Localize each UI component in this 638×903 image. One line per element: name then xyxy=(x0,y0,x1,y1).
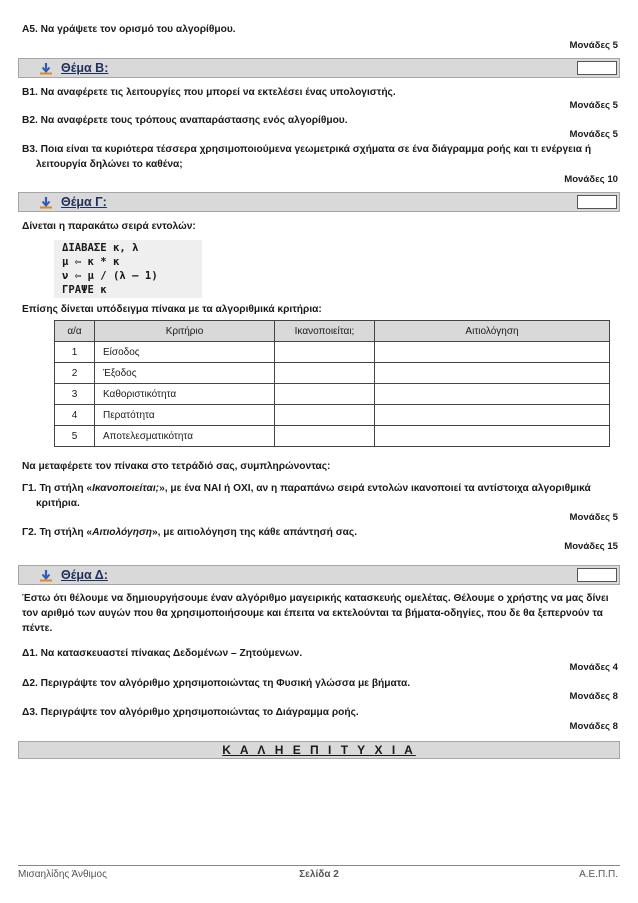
criterion-cell: Αποτελεσματικότητα xyxy=(95,426,275,447)
table-row xyxy=(55,363,610,384)
code-line-assign-mu: μ ⇦ κ * κ xyxy=(62,256,120,268)
question-g2: Γ2. Τη στήλη «Αιτιολόγηση», με αιτιολόγηση της κάθε απάντησή σας. xyxy=(22,527,358,538)
footer-divider xyxy=(18,865,620,866)
table-row xyxy=(55,384,610,405)
question-b1: Β1. Να αναφέρετε τις λειτουργίες που μπορεί να εκτελέσει ένας υπολογιστής. xyxy=(22,87,396,98)
satisfied-cell xyxy=(275,363,375,384)
italic-column-name: Αιτιολόγηση xyxy=(92,527,152,538)
units-b3: Μονάδες 10 xyxy=(564,174,618,185)
question-b2: Β2. Να αναφέρετε τους τρόπους αναπαράστασης ενός αλγορίθμου. xyxy=(22,115,348,126)
units-b1: Μονάδες 5 xyxy=(569,100,618,111)
criterion-cell: Είσοδος xyxy=(95,342,275,363)
arrow-bullet-icon xyxy=(39,196,53,209)
code-line: ΔΙΑΒΑΣΕ κ, λ xyxy=(62,242,139,254)
section-header-g xyxy=(18,192,620,212)
units-d1: Μονάδες 4 xyxy=(569,662,618,673)
justification-cell xyxy=(375,363,610,384)
column-header: Αιτιολόγηση xyxy=(375,321,610,342)
satisfied-cell xyxy=(275,426,375,447)
arrow-bullet-icon xyxy=(39,62,53,75)
question-d3: Δ3. Περιγράψτε τον αλγόριθμο χρησιμοποιώντας το Διάγραμμα ροής. xyxy=(22,707,359,718)
section-title-b: Θέμα Β: xyxy=(61,61,109,75)
code-block xyxy=(54,240,202,298)
footer-page-number: Σελίδα 2 xyxy=(299,869,339,880)
justification-cell xyxy=(375,342,610,363)
satisfied-cell xyxy=(275,384,375,405)
units-b2: Μονάδες 5 xyxy=(569,129,618,140)
table-row xyxy=(55,405,610,426)
transfer-instruction: Να μεταφέρετε τον πίνακα στο τετράδιό σας, συμπληρώνοντας: xyxy=(22,461,331,472)
units-d3: Μονάδες 8 xyxy=(569,721,618,732)
column-header: Ικανοποιείται; xyxy=(275,321,375,342)
score-box-g xyxy=(577,195,617,209)
criteria-table xyxy=(54,320,610,447)
italic-column-name: Ικανοποιείται; xyxy=(92,483,160,494)
units-g1: Μονάδες 5 xyxy=(569,512,618,523)
score-box-b xyxy=(577,61,617,75)
question-g1: Γ1. Τη στήλη «Ικανοποιείται;», με ένα ΝΑΙ ή ΟΧΙ, αν η παραπάνω σειρά εντολών ικανοποιεί τα αντίστοιχα αλγοριθμικά κριτήρια. xyxy=(22,483,591,509)
question-d2: Δ2. Περιγράψτε τον αλγόριθμο χρησιμοποιώντας τη Φυσική γλώσσα με βήματα. xyxy=(22,678,411,689)
code-line: ΓΡΑΨΕ κ xyxy=(62,284,107,296)
row-number: 2 xyxy=(55,363,95,384)
table-intro: Επίσης δίνεται υπόδειγμα πίνακα με τα αλγοριθμικά κριτήρια: xyxy=(22,304,322,315)
section-header-d xyxy=(18,565,620,585)
footer-course: Α.Ε.Π.Π. xyxy=(579,869,618,880)
units-d2: Μονάδες 8 xyxy=(569,691,618,702)
footer-author: Μισαηλίδης Άνθιμος xyxy=(18,869,107,880)
left-arrow-icon: ⇦ xyxy=(74,270,82,282)
column-header: α/α xyxy=(55,321,95,342)
justification-cell xyxy=(375,426,610,447)
row-number: 3 xyxy=(55,384,95,405)
satisfied-cell xyxy=(275,405,375,426)
score-box-d xyxy=(577,568,617,582)
closing-banner xyxy=(18,741,620,759)
units-a5: Μονάδες 5 xyxy=(569,40,618,51)
criterion-cell: Περατότητα xyxy=(95,405,275,426)
satisfied-cell xyxy=(275,342,375,363)
criterion-cell: Έξοδος xyxy=(95,363,275,384)
column-header: Κριτήριο xyxy=(95,321,275,342)
section-title-d: Θέμα Δ: xyxy=(61,568,108,582)
question-a5: Α5. Να γράψετε τον ορισμό του αλγορίθμου. xyxy=(22,24,236,35)
section-title-g: Θέμα Γ: xyxy=(61,195,107,209)
table-row xyxy=(55,342,610,363)
criterion-cell: Καθοριστικότητα xyxy=(95,384,275,405)
row-number: 5 xyxy=(55,426,95,447)
question-d1: Δ1. Να κατασκευαστεί πίνακας Δεδομένων – Ζητούμενων. xyxy=(22,648,303,659)
g-intro: Δίνεται η παρακάτω σειρά εντολών: xyxy=(22,221,196,232)
table-row xyxy=(55,426,610,447)
left-arrow-icon: ⇦ xyxy=(74,256,82,268)
units-g2: Μονάδες 15 xyxy=(564,541,618,552)
code-line-assign-nu: ν ⇦ μ / (λ – 1) xyxy=(62,270,158,282)
row-number: 1 xyxy=(55,342,95,363)
justification-cell xyxy=(375,405,610,426)
arrow-bullet-icon xyxy=(39,569,53,582)
justification-cell xyxy=(375,384,610,405)
question-b3: Β3. Ποια είναι τα κυριότερα τέσσερα χρησιμοποιούμενα γεωμετρικά σχήματα σε ένα διάγραμμα ροής και τι ενέργεια ή λειτουργία δηλώνει το καθένα; xyxy=(22,144,592,170)
closing-text: Κ Α Λ Η Ε Π Ι Τ Υ Χ Ι Α xyxy=(222,743,416,757)
d-intro: Έστω ότι θέλουμε να δημιουργήσουμε έναν αλγόριθμο μαγειρικής κατασκευής ομελέτας. Θέλουμε ο χρήστης να μας δίνει τον αριθμό των αυγών που θα χρησιμοποιήσουμε και έπειτα να εκτελούνται τα βήματα-οδηγίες, που δε θα ξεπερνούν τα πέντε. xyxy=(22,593,609,634)
row-number: 4 xyxy=(55,405,95,426)
section-header-b xyxy=(18,58,620,78)
table-header-row xyxy=(55,321,610,342)
